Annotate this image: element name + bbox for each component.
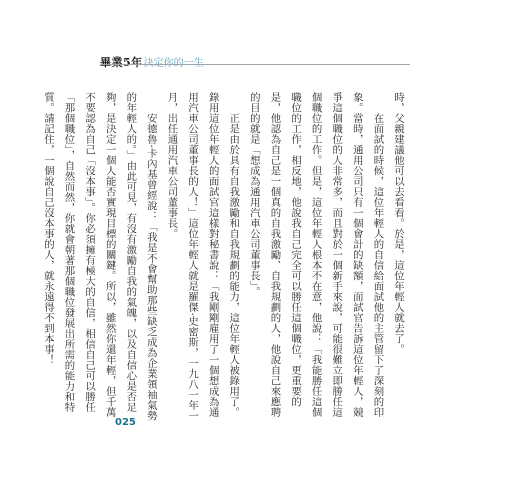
header-divider bbox=[100, 64, 410, 65]
paragraph: 時，父親建議他可以去看看。於是，這位年輕人就去了。 bbox=[392, 92, 404, 355]
page-number: 025 bbox=[115, 417, 136, 428]
paragraph: 在面試的時候，這位年輕人的自信給面試他的主管留下了深刻的印象。當時，通用公司只有一個會計的缺額，面試官告訴這位年輕人，競爭這個職位的人非常多，而且對於一個新手來說，可能很難立即勝任這個職位的工作。但是，這位年輕人根本不在意，他說：「我能勝任這個職位的工作，相反地，他說我自己完全可以勝任這個職位，更重要的是，他認為自己是一個真的自我激勵、自我規劃的人，他說自己來應聘的目的就是「想成為通用汽車公司董事長」。 bbox=[247, 92, 384, 418]
paragraph: 安德魯·卡內基曾經說：「我是不會幫助那些缺乏成為企業領袖氣勢的年輕人的。」由此可見，有沒有激勵自我的氣魄，以及自信心是否足夠，是決定一個人能否實現目標的關鍵。所以，雖然你還年輕，但千萬不要認為自己「沒本事」。你必須擁有極大的自信，相信自己可以勝任「那個職位」，自然而然，你就會朝著那個職位發展出所需的能力和特質。請記住，一個說自己沒本事的人，就永遠得不到本事！ bbox=[41, 92, 157, 421]
vertical-text-body bbox=[41, 92, 408, 422]
book-subtitle: 決定你的一生 bbox=[143, 58, 204, 69]
running-header bbox=[100, 51, 204, 69]
book-title: 畢業5年 bbox=[100, 56, 143, 69]
paragraph: 正是由於具有自我激勵和自我規劃的能力，這位年輕人被錄用了。錄用這位年輕人的面試官這樣對秘書說：「我剛剛雇用了一個想成為通用汽車公司董事長的人！」這位年輕人就是羅傑·史密斯，一九八一年一月，出任通用汽車公司董事長。 bbox=[165, 92, 240, 421]
